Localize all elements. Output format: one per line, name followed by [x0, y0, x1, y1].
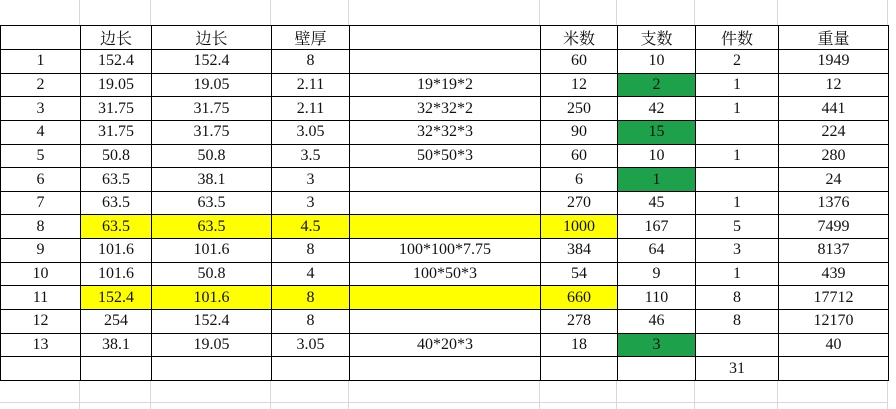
empty-cell[interactable]: [617, 403, 695, 409]
cell[interactable]: 7: [1, 191, 81, 215]
cell[interactable]: 4: [272, 262, 350, 286]
header-cell[interactable]: 边长: [81, 26, 152, 50]
cell[interactable]: 42: [618, 97, 696, 121]
cell[interactable]: 60: [541, 50, 618, 74]
cell[interactable]: 1000: [541, 215, 618, 239]
cell[interactable]: 31.75: [152, 97, 272, 121]
cell[interactable]: 1: [696, 73, 779, 97]
cell[interactable]: 63.5: [81, 191, 152, 215]
empty-cell[interactable]: [349, 403, 540, 409]
empty-cell[interactable]: [540, 0, 617, 25]
empty-cell[interactable]: [80, 403, 151, 409]
cell[interactable]: [350, 191, 541, 215]
cell[interactable]: [81, 357, 152, 381]
cell[interactable]: 1: [1, 50, 81, 74]
cell[interactable]: 1: [618, 168, 696, 192]
cell[interactable]: 50.8: [81, 144, 152, 168]
table-row: [1, 333, 889, 357]
cell[interactable]: [696, 168, 779, 192]
cell[interactable]: 8: [696, 286, 779, 310]
cell[interactable]: 1949: [779, 50, 889, 74]
table-row: [1, 262, 889, 286]
empty-cell[interactable]: [349, 381, 540, 402]
cell[interactable]: 18: [541, 333, 618, 357]
cell[interactable]: 1: [696, 191, 779, 215]
cell[interactable]: 54: [541, 262, 618, 286]
cell[interactable]: 63.5: [152, 191, 272, 215]
header-cell[interactable]: 重量: [779, 26, 889, 50]
cell[interactable]: 8: [1, 215, 81, 239]
cell[interactable]: 31: [696, 357, 779, 381]
empty-cell[interactable]: [151, 381, 271, 402]
cell[interactable]: 254: [81, 310, 152, 334]
cell[interactable]: 8: [272, 50, 350, 74]
cell[interactable]: 50*50*3: [350, 144, 541, 168]
cell[interactable]: 8: [272, 239, 350, 263]
cell[interactable]: 8: [272, 286, 350, 310]
cell[interactable]: 13: [1, 333, 81, 357]
cell[interactable]: 12: [779, 73, 889, 97]
empty-cell[interactable]: [540, 381, 617, 402]
table-row: [1, 168, 889, 192]
table-row: [1, 97, 889, 121]
table-row: [1, 215, 889, 239]
cell[interactable]: 2: [618, 73, 696, 97]
table-row: [1, 310, 889, 334]
cell[interactable]: [350, 286, 541, 310]
cell[interactable]: 3: [618, 333, 696, 357]
cell[interactable]: [152, 357, 272, 381]
empty-cell[interactable]: [0, 403, 80, 409]
cell[interactable]: 101.6: [81, 239, 152, 263]
cell[interactable]: 152.4: [152, 310, 272, 334]
cell[interactable]: 8: [272, 310, 350, 334]
cell[interactable]: 19.05: [81, 73, 152, 97]
cell[interactable]: 19*19*2: [350, 73, 541, 97]
cell[interactable]: 1: [696, 97, 779, 121]
cell[interactable]: 4: [1, 120, 81, 144]
cell[interactable]: 6: [1, 168, 81, 192]
empty-cell[interactable]: [349, 0, 540, 25]
cell[interactable]: 8: [696, 310, 779, 334]
cell[interactable]: 5: [1, 144, 81, 168]
cell[interactable]: 6: [541, 168, 618, 192]
cell[interactable]: 7499: [779, 215, 889, 239]
cell[interactable]: 152.4: [81, 50, 152, 74]
cell[interactable]: 63.5: [81, 215, 152, 239]
header-row: [1, 26, 889, 50]
cell[interactable]: [618, 357, 696, 381]
cell[interactable]: [350, 357, 541, 381]
header-cell[interactable]: 米数: [541, 26, 618, 50]
table-row: [1, 120, 889, 144]
cell[interactable]: 64: [618, 239, 696, 263]
header-cell[interactable]: 件数: [696, 26, 779, 50]
cell[interactable]: 60: [541, 144, 618, 168]
cell[interactable]: 12: [541, 73, 618, 97]
empty-cell[interactable]: [617, 0, 695, 25]
cell[interactable]: 50.8: [152, 262, 272, 286]
cell[interactable]: 4.5: [272, 215, 350, 239]
cell[interactable]: 101.6: [152, 286, 272, 310]
cell[interactable]: 3: [272, 191, 350, 215]
cell[interactable]: 2: [696, 50, 779, 74]
data-table: [0, 25, 889, 381]
cell[interactable]: 660: [541, 286, 618, 310]
cell[interactable]: 45: [618, 191, 696, 215]
table-row: [1, 191, 889, 215]
cell[interactable]: 12: [1, 310, 81, 334]
cell[interactable]: 9: [618, 262, 696, 286]
cell[interactable]: 100*100*7.75: [350, 239, 541, 263]
empty-cell[interactable]: [80, 0, 151, 25]
cell[interactable]: 38.1: [81, 333, 152, 357]
cell[interactable]: 15: [618, 120, 696, 144]
cell[interactable]: [541, 357, 618, 381]
cell[interactable]: 152.4: [152, 50, 272, 74]
empty-cell[interactable]: [0, 0, 80, 25]
cell[interactable]: 32*32*3: [350, 120, 541, 144]
empty-cell[interactable]: [695, 403, 778, 409]
table-row: [1, 357, 889, 381]
cell[interactable]: 90: [541, 120, 618, 144]
cell[interactable]: 2: [1, 73, 81, 97]
header-cell[interactable]: [350, 26, 541, 50]
empty-cell[interactable]: [778, 0, 888, 25]
cell[interactable]: 224: [779, 120, 889, 144]
header-cell[interactable]: 支数: [618, 26, 696, 50]
cell[interactable]: [272, 357, 350, 381]
cell[interactable]: 439: [779, 262, 889, 286]
cell[interactable]: 12170: [779, 310, 889, 334]
cell[interactable]: 110: [618, 286, 696, 310]
cell[interactable]: 31.75: [81, 120, 152, 144]
cell[interactable]: 17712: [779, 286, 889, 310]
cell[interactable]: 63.5: [81, 168, 152, 192]
table-row: [1, 73, 889, 97]
empty-cell[interactable]: [778, 403, 888, 409]
cell[interactable]: 5: [696, 215, 779, 239]
cell[interactable]: 24: [779, 168, 889, 192]
cell[interactable]: 2.11: [272, 97, 350, 121]
table-row: [1, 286, 889, 310]
cell[interactable]: 3.5: [272, 144, 350, 168]
empty-cell[interactable]: [151, 403, 271, 409]
empty-cell[interactable]: [695, 381, 778, 402]
cell[interactable]: [350, 50, 541, 74]
cell[interactable]: 3: [272, 168, 350, 192]
cell[interactable]: [350, 310, 541, 334]
cell[interactable]: 40: [779, 333, 889, 357]
cell[interactable]: [350, 168, 541, 192]
cell[interactable]: 32*32*2: [350, 97, 541, 121]
empty-cell[interactable]: [271, 0, 349, 25]
cell[interactable]: 38.1: [152, 168, 272, 192]
empty-cell[interactable]: [617, 381, 695, 402]
cell[interactable]: 19.05: [152, 73, 272, 97]
empty-cell[interactable]: [271, 381, 349, 402]
cell[interactable]: 3: [1, 97, 81, 121]
cell[interactable]: 101.6: [81, 262, 152, 286]
cell[interactable]: 31.75: [152, 120, 272, 144]
cell[interactable]: [779, 357, 889, 381]
cell[interactable]: 9: [1, 239, 81, 263]
cell[interactable]: 10: [1, 262, 81, 286]
cell[interactable]: 3.05: [272, 120, 350, 144]
cell[interactable]: 1376: [779, 191, 889, 215]
cell[interactable]: 1: [696, 262, 779, 286]
cell[interactable]: 384: [541, 239, 618, 263]
empty-cell[interactable]: [540, 403, 617, 409]
empty-cell[interactable]: [778, 381, 888, 402]
table-row: [1, 239, 889, 263]
cell[interactable]: 63.5: [152, 215, 272, 239]
cell[interactable]: 441: [779, 97, 889, 121]
header-cell[interactable]: 边长: [152, 26, 272, 50]
empty-grid-row-partial: [0, 403, 888, 409]
cell[interactable]: [696, 333, 779, 357]
cell[interactable]: [696, 120, 779, 144]
cell[interactable]: 50.8: [152, 144, 272, 168]
cell[interactable]: 167: [618, 215, 696, 239]
cell[interactable]: [350, 215, 541, 239]
empty-grid-row-bottom: [0, 381, 888, 403]
table-row: [1, 50, 889, 74]
cell[interactable]: [1, 357, 81, 381]
table-row: [1, 144, 889, 168]
cell[interactable]: 3.05: [272, 333, 350, 357]
cell[interactable]: 101.6: [152, 239, 272, 263]
cell[interactable]: 1: [696, 144, 779, 168]
cell[interactable]: 8137: [779, 239, 889, 263]
empty-cell[interactable]: [695, 0, 778, 25]
cell[interactable]: 100*50*3: [350, 262, 541, 286]
cell[interactable]: 270: [541, 191, 618, 215]
empty-cell[interactable]: [271, 403, 349, 409]
cell[interactable]: 10: [618, 144, 696, 168]
cell[interactable]: 280: [779, 144, 889, 168]
cell[interactable]: 3: [696, 239, 779, 263]
empty-cell[interactable]: [0, 381, 80, 402]
cell[interactable]: 250: [541, 97, 618, 121]
cell[interactable]: 46: [618, 310, 696, 334]
header-cell[interactable]: 壁厚: [272, 26, 350, 50]
empty-cell[interactable]: [80, 381, 151, 402]
cell[interactable]: 40*20*3: [350, 333, 541, 357]
empty-grid-row-top: [0, 0, 888, 25]
empty-cell[interactable]: [151, 0, 271, 25]
cell[interactable]: 152.4: [81, 286, 152, 310]
cell[interactable]: 19.05: [152, 333, 272, 357]
cell[interactable]: 11: [1, 286, 81, 310]
cell[interactable]: 2.11: [272, 73, 350, 97]
cell[interactable]: 10: [618, 50, 696, 74]
header-cell[interactable]: [1, 26, 81, 50]
cell[interactable]: 278: [541, 310, 618, 334]
cell[interactable]: 31.75: [81, 97, 152, 121]
